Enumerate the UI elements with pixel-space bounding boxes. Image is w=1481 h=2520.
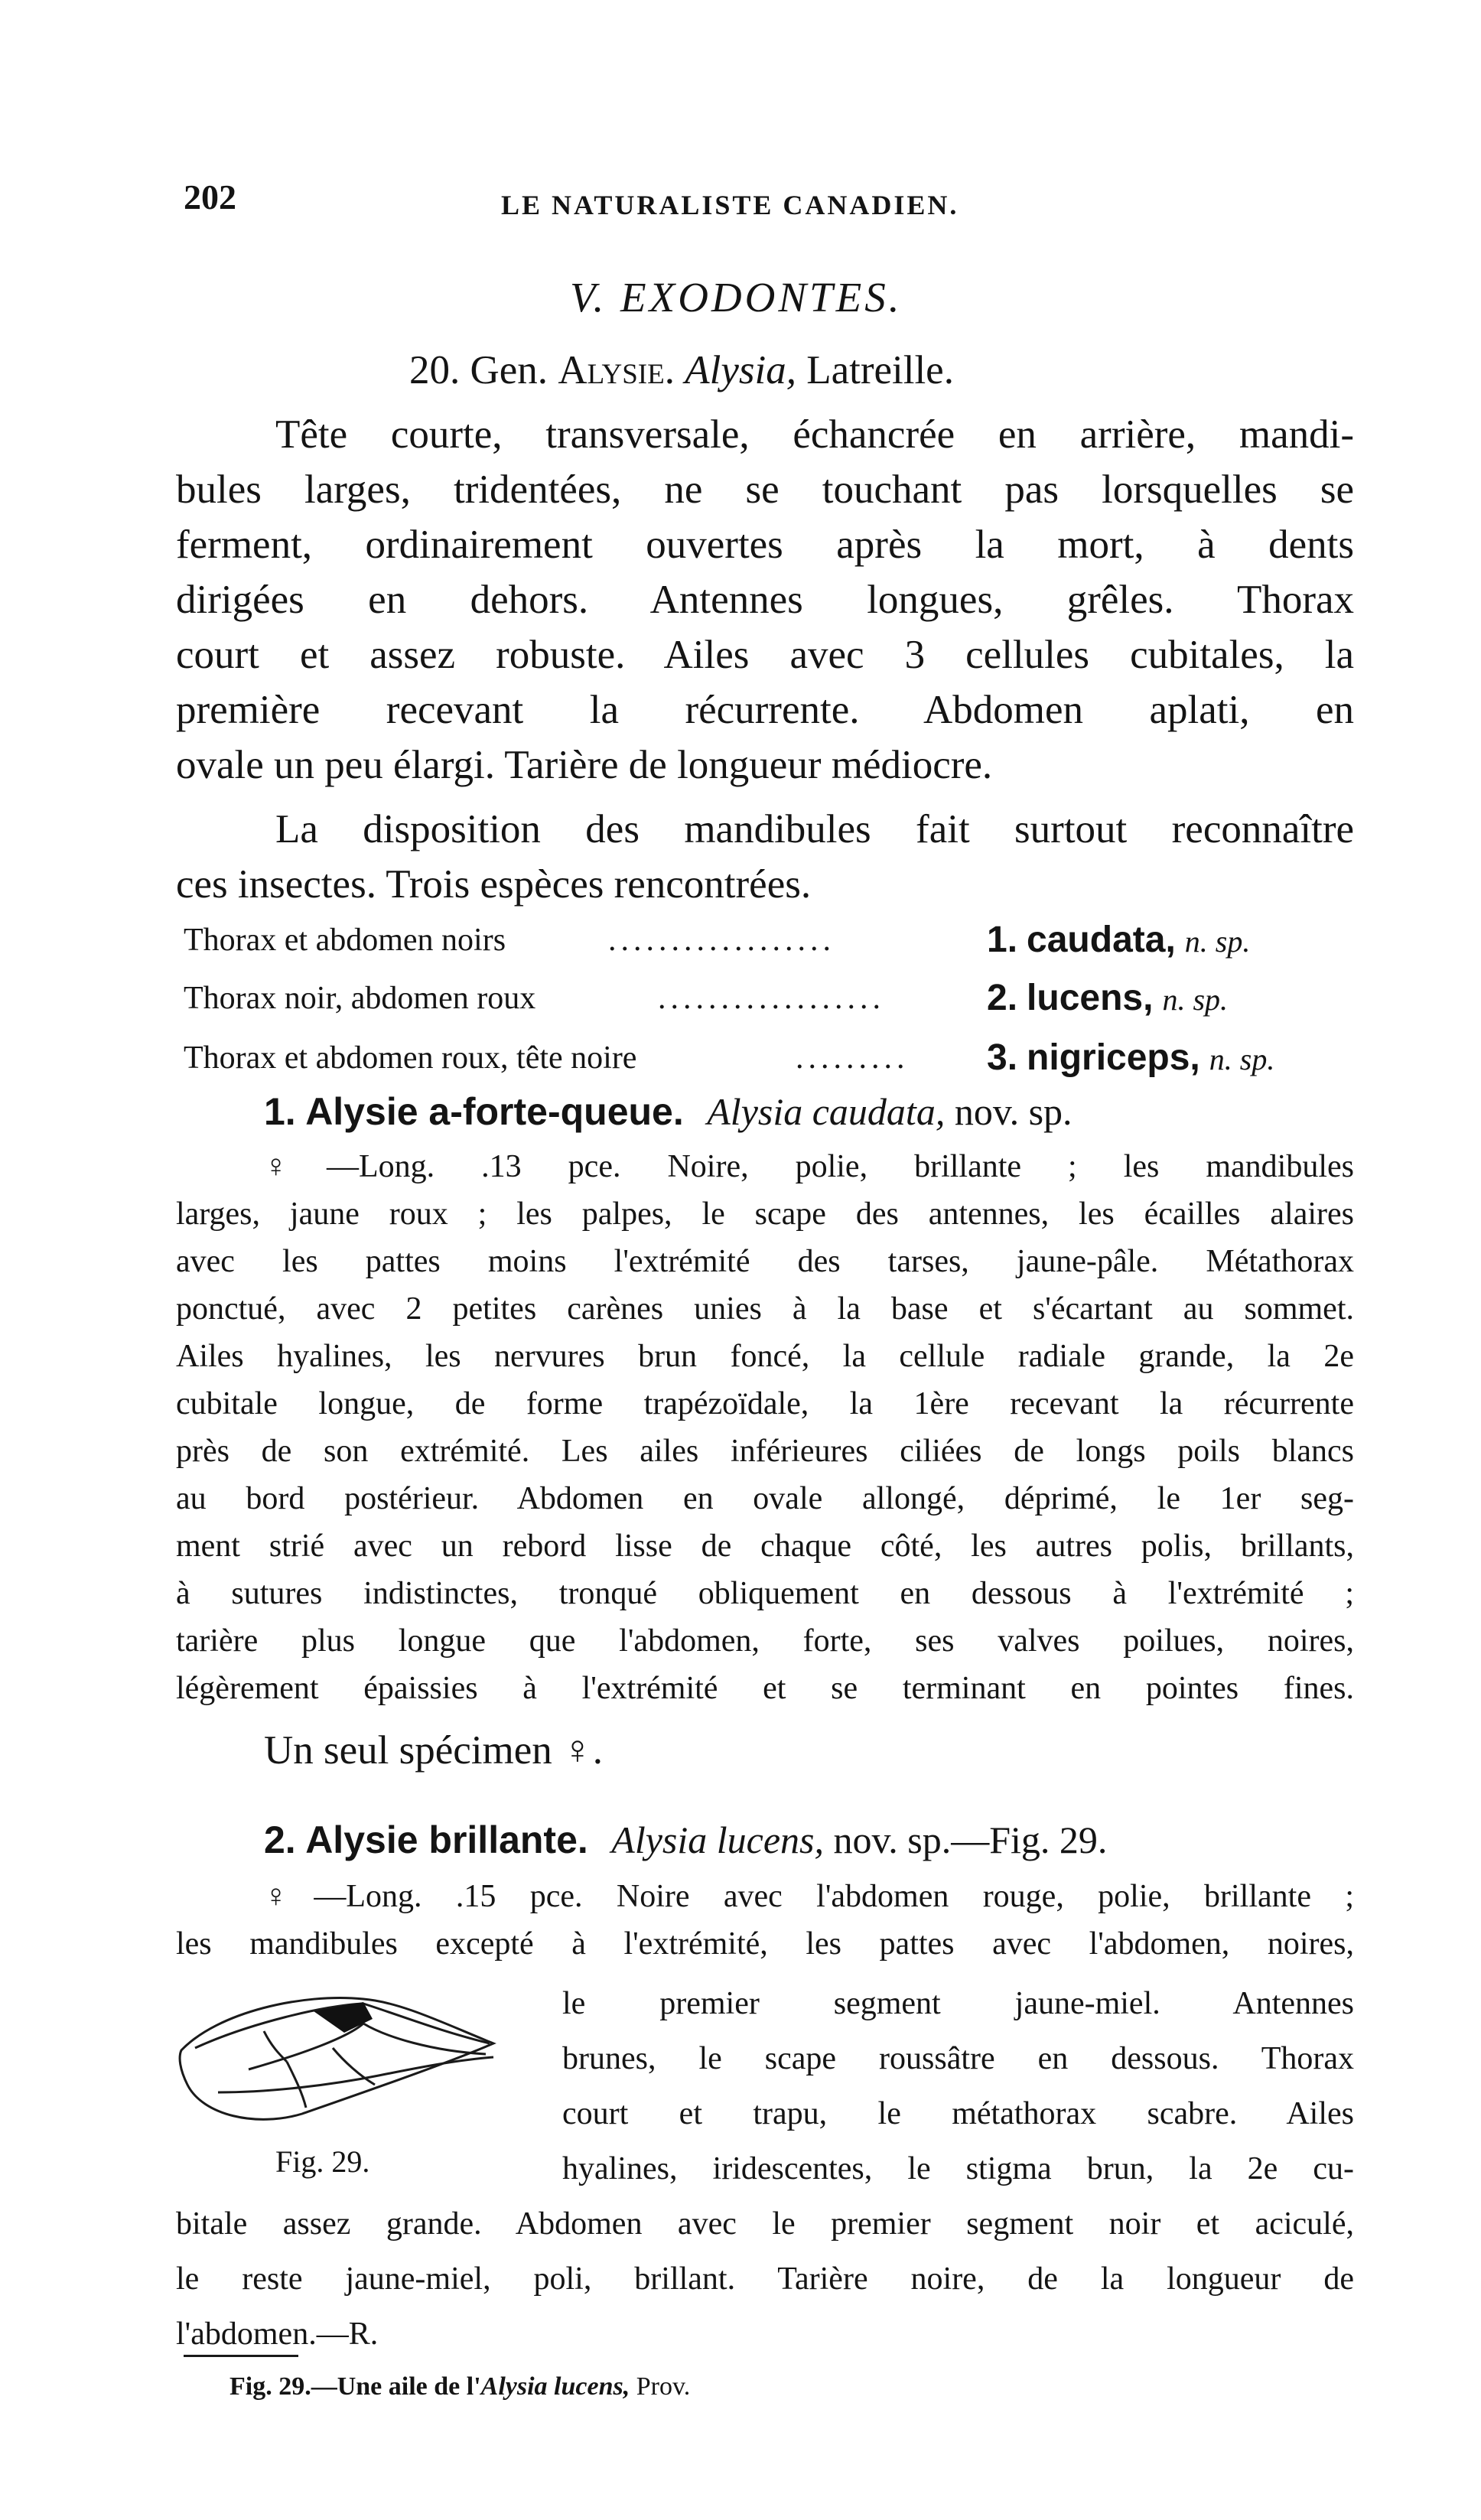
wing-figure (172, 1978, 501, 2131)
running-title: LE NATURALISTE CANADIEN. (501, 190, 959, 220)
genus-latin: Alysia, (685, 348, 796, 392)
key-number: 2. (987, 978, 1018, 1018)
wing-cross-vein-3 (264, 2031, 287, 2062)
sp1-line: ♀—Long. .13 pce. Noire, polie, brillante ; les mandibules (264, 1149, 1354, 1184)
desc-line: bules larges, tridentées, ne se touchant pas lorsquelles se (176, 467, 1354, 512)
sp2-line: court et trapu, le métathorax scabre. Ailes (562, 2096, 1354, 2131)
sp1-latin: Alysia caudata, (707, 1090, 946, 1133)
sp1-closing: Un seul spécimen ♀. (264, 1728, 604, 1773)
sp2-line: les mandibules excepté à l'extrémité, les pattes avec l'abdomen, noires, (176, 1926, 1354, 1962)
para-line: La disposition des mandibules fait surtout reconnaître (275, 807, 1354, 851)
para-line: ces insectes. Trois espèces rencontrées. (176, 862, 812, 907)
sp1-line: avec les pattes moins l'extrémité des tarses, jaune-pâle. Métathorax (176, 1244, 1354, 1279)
wing-cross-vein (287, 2062, 306, 2108)
sp2-line: le premier segment jaune-miel. Antennes (562, 1986, 1354, 2021)
sp1-line: légèrement épaissies à l'extrémité et se terminant en pointes fines. (176, 1671, 1354, 1706)
desc-line: première recevant la récurrente. Abdomen aplati, en (176, 688, 1354, 732)
key-nsp: n. sp. (1162, 982, 1229, 1017)
desc-line: ferment, ordinairement ouvertes après la mort, à dents (176, 523, 1354, 567)
sp2-tail: nov. sp.—Fig. 29. (833, 1818, 1108, 1861)
desc-line: ovale un peu élargi. Tarière de longueur médiocre. (176, 743, 993, 787)
key-entry (987, 1033, 1274, 1085)
species-1-heading (264, 1085, 1073, 1138)
sp1-line: ponctué, avec 2 petites carènes unies à la base et s'écartant au sommet. (176, 1291, 1354, 1327)
sp2-line: l'abdomen.—R. (176, 2317, 379, 2352)
key-dots: ......... (796, 1040, 910, 1076)
sp1-line: près de son extrémité. Les ailes inférieures ciliées de longs poils blancs (176, 1434, 1354, 1469)
key-dots: .................. (658, 981, 885, 1016)
key-label: Thorax et abdomen roux, tête noire (184, 1040, 637, 1076)
key-number: 3. (987, 1037, 1018, 1078)
sp1-line: larges, jaune roux ; les palpes, le scape des antennes, les écailles alaires (176, 1197, 1354, 1232)
sp2-line: le reste jaune-miel, poli, brillant. Tarière noire, de la longueur de (176, 2261, 1354, 2297)
desc-line: Tête courte, transversale, échancrée en arrière, mandi- (275, 412, 1354, 457)
footnote-suffix: Prov. (630, 2372, 691, 2401)
genus-name: Alysie. (558, 348, 675, 392)
genus-number: 20. (409, 348, 461, 392)
sp2-latin: Alysia lucens, (611, 1818, 825, 1861)
sp2-line: hyalines, iridescentes, le stigma brun, la 2e cu- (562, 2151, 1354, 2186)
genus-heading (409, 343, 954, 398)
key-entry (987, 915, 1250, 967)
footnote-rule (184, 2355, 298, 2357)
footnote-latin: Alysia lucens, (480, 2372, 630, 2401)
sp1-line: Ailes hyalines, les nervures brun foncé, la cellule radiale grande, la 2e (176, 1339, 1354, 1374)
key-species: lucens, (1027, 978, 1154, 1018)
sp1-line: à sutures indistinctes, tronqué obliquement en dessous à l'extrémité ; (176, 1576, 1354, 1611)
sp1-tail: nov. sp. (954, 1090, 1073, 1133)
sp2-name: Alysie brillante. (305, 1818, 588, 1861)
wing-stigma (314, 2002, 373, 2033)
desc-line: court et assez robuste. Ailes avec 3 cellules cubitales, la (176, 633, 1354, 677)
sp1-number: 1. (264, 1090, 296, 1133)
sp2-line: brunes, le scape roussâtre en dessous. Thorax (562, 2041, 1354, 2076)
key-nsp: n. sp. (1209, 1042, 1275, 1076)
key-row (184, 1033, 1362, 1083)
key-entry (987, 973, 1228, 1025)
sp2-number: 2. (264, 1818, 296, 1861)
key-row (184, 973, 1362, 1024)
key-dots: .................. (608, 923, 835, 958)
key-label: Thorax et abdomen noirs (184, 923, 506, 958)
sp1-line: cubitale longue, de forme trapézoïdale, la 1ère recevant la récurrente (176, 1386, 1354, 1421)
sp1-line: au bord postérieur. Abdomen en ovale allongé, déprimé, le 1er seg- (176, 1481, 1354, 1516)
key-species: nigriceps, (1027, 1037, 1200, 1078)
sp2-line: bitale assez grande. Abdomen avec le premier segment noir et aciculé, (176, 2206, 1354, 2242)
figure-caption: Fig. 29. (275, 2144, 370, 2179)
key-number: 1. (987, 920, 1018, 960)
species-2-heading (264, 1813, 1107, 1867)
genus-gen: Gen. (470, 348, 548, 392)
key-species: caudata, (1027, 920, 1176, 960)
sp1-line: tarière plus longue que l'abdomen, forte, ses valves poilues, noires, (176, 1623, 1354, 1659)
wing-lower-vein (218, 2057, 493, 2092)
section-title: V. EXODONTES. (570, 274, 903, 321)
key-row (184, 915, 1362, 965)
desc-line: dirigées en dehors. Antennes longues, grêles. Thorax (176, 578, 1354, 622)
sp1-name: Alysie a-forte-queue. (305, 1090, 684, 1133)
footnote (229, 2365, 690, 2408)
sp2-line: ♀—Long. .15 pce. Noire avec l'abdomen rouge, polie, brillante ; (264, 1879, 1354, 1914)
key-label: Thorax noir, abdomen roux (184, 981, 536, 1016)
genus-author: Latreille. (806, 348, 954, 392)
page-number: 202 (184, 177, 236, 217)
wing-radial-vein (363, 2004, 490, 2043)
key-nsp: n. sp. (1184, 924, 1251, 959)
footnote-prefix: Fig. 29.—Une aile de l' (229, 2372, 481, 2401)
sp1-line: ment strié avec un rebord lisse de chaque côté, les autres polis, brillants, (176, 1529, 1354, 1564)
